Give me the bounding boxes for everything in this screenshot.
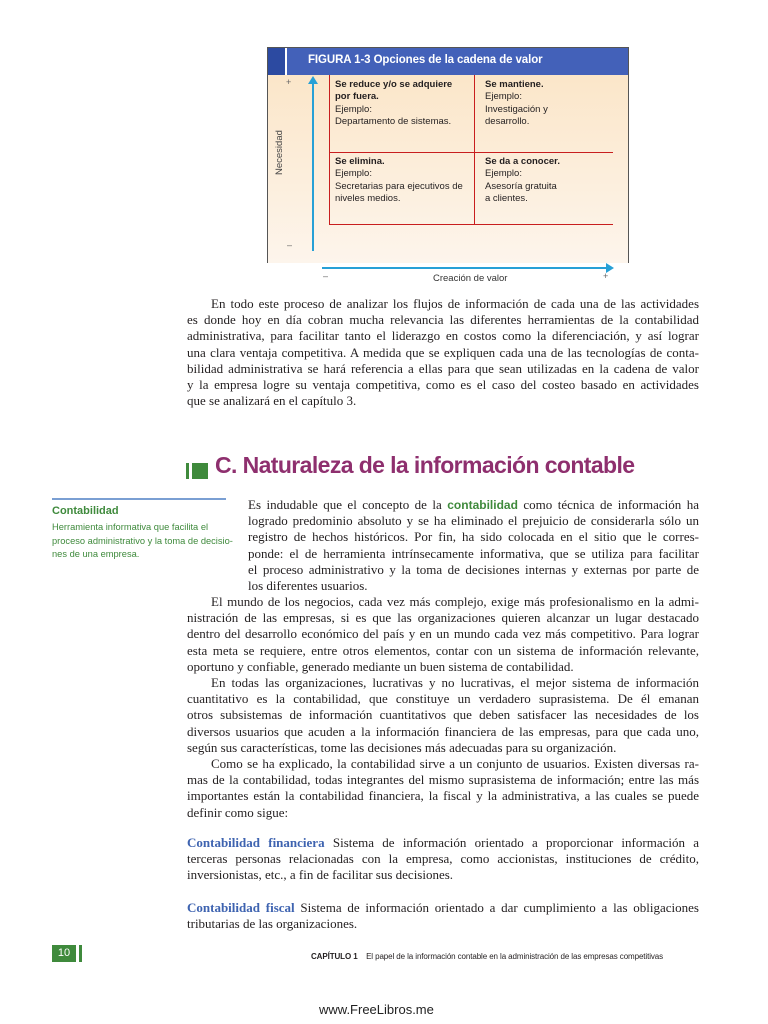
quadrant-text-line: Ejemplo:	[335, 168, 372, 180]
chapter-label: CAPÍTULO 1	[311, 952, 358, 961]
margin-note-definition	[52, 521, 233, 562]
paragraph-line: esta meta se requiere, entre otros elementos, contar con un sistema de información relevante,	[187, 642, 699, 658]
page-number: 10	[52, 945, 76, 962]
section-title: C. Naturaleza de la información contable	[215, 452, 635, 478]
x-axis-line	[322, 267, 607, 269]
paragraph-line: nistración de las empresas, si es que las organizaciones quieren alcanzar un lugar destacado	[187, 610, 699, 626]
quadrant-text-line: Ejemplo:	[335, 103, 372, 115]
paragraph-line: oportuno y confiable, generado mediante un buen sistema de contabilidad.	[187, 658, 574, 674]
definition-term: Contabilidad fiscal	[187, 900, 295, 915]
text-run: Es indudable que el concepto de la	[248, 497, 448, 512]
margin-note-rule	[52, 498, 226, 500]
paragraph-line: otros subsistemas de información cuantitativos que deben satisfacer las necesidades de los	[187, 707, 699, 723]
quadrant-text-line: a clientes.	[485, 192, 528, 204]
quadrant-text-line: Ejemplo:	[485, 168, 522, 180]
definition-financiera	[187, 835, 699, 884]
paragraph-line: que se analizará en el capítulo 3.	[187, 393, 357, 409]
text-run: Sistema de información orientado a dar cumplimiento a las obligaciones	[294, 900, 699, 915]
body-paragraph-4	[187, 756, 699, 821]
x-axis-label: Creación de valor	[433, 273, 508, 284]
quadrant-text-line: desarrollo.	[485, 115, 530, 127]
quadrant-title-line: Se reduce y/o se adquiere	[335, 79, 453, 90]
figure-title: FIGURA 1-3 Opciones de la cadena de valor	[308, 54, 543, 66]
paragraph-line: logrado predominio absoluto y se ha eliminado el prejuicio de considerarla sólo un	[248, 513, 699, 529]
paragraph-line: el proceso administrativo y la toma de decisiones internas y externas por parte de	[248, 561, 699, 577]
paragraph-line	[187, 900, 699, 916]
paragraph-line: inversionistas, etc., a fin de facilitar sus decisiones.	[187, 867, 454, 883]
y-axis-minus: –	[287, 240, 293, 250]
paragraph-line: dentro del desarrollo económico del país y en un mundo cada vez más competitivo. Para lograr	[187, 626, 699, 642]
paragraph-line	[248, 497, 699, 513]
watermark-url: www.FreeLibros.me	[319, 1002, 434, 1017]
text-run: Sistema de información orientado a proporcionar información a	[324, 835, 700, 850]
quadrant-text-line: Ejemplo:	[485, 91, 522, 103]
paragraph-line: registro de hechos históricos. Por fin, ha sido colocada en el sitio que le corres-	[248, 529, 699, 545]
margin-note-line: proceso administrativo y la toma de decisio-	[52, 535, 233, 546]
quadrant-text-line: niveles medios.	[335, 192, 401, 204]
quadrant-divider-bottom	[330, 224, 613, 225]
section-marker-square	[192, 463, 208, 479]
quadrant-text-line: Asesoría gratuita	[485, 180, 557, 192]
quadrant-divider-horizontal	[330, 152, 613, 153]
quadrant-title-line: por fuera.	[335, 91, 379, 103]
quadrant-maintain	[485, 79, 548, 128]
paragraph-line: una clara ventaja competitiva. A medida que se expliquen cada una de las tecnologías de conta-	[187, 344, 699, 360]
body-paragraph-3	[187, 675, 699, 756]
margin-note-term: Contabilidad	[52, 505, 119, 517]
y-axis-line	[312, 81, 314, 251]
quadrant-title-line: Se elimina.	[335, 156, 385, 167]
page-number-bar	[79, 945, 82, 962]
x-axis-plus: +	[603, 271, 609, 281]
figure-header	[268, 48, 628, 75]
chapter-title: El papel de la información contable en la administración de las empresas competitivas	[366, 952, 664, 961]
y-axis-plus: +	[286, 77, 292, 87]
paragraph-line: terceras personas relacionadas con la empresa, como accionistas, instituciones de crédito,	[187, 851, 699, 867]
paragraph-line: bilidad administrativa se hará referencia a ellas para que sean utilizadas en la cadena de valor	[187, 360, 699, 376]
paragraph-line: los diferentes usuarios.	[248, 578, 368, 594]
paragraph-line	[187, 835, 699, 851]
paragraph-line: ponde: el de herramienta intrínsecamente informativa, que se utiliza para facilitar	[248, 545, 699, 561]
text-run: como técnica de información ha	[517, 497, 699, 512]
figure-header-stub	[268, 48, 287, 75]
definition-fiscal	[187, 900, 699, 932]
quadrant-title-line: Se mantiene.	[485, 79, 544, 90]
paragraph-line: El mundo de los negocios, cada vez más complejo, exige más profesionalismo en la admi-	[211, 594, 699, 609]
quadrant-promote	[485, 156, 560, 205]
running-footer	[311, 952, 663, 961]
paragraph-line: mas de la contabilidad, todas integrantes del mismo suprasistema de información; entre las más	[187, 772, 699, 788]
quadrant-reduce	[335, 79, 452, 128]
section-marker-bar	[186, 463, 189, 479]
quadrant-grid	[329, 75, 613, 225]
quadrant-divider-vertical	[474, 75, 475, 225]
quadrant-eliminate	[335, 156, 463, 205]
paragraph-line: cuantitativo es la contabilidad, que constituye un verdadero suprasistema. De él emanan	[187, 691, 699, 707]
paragraph-line: administrativa, para facilitar tanto el liderazgo en costos como la diferenciación, y así lograr	[187, 328, 699, 344]
paragraph-line: importantes están la contabilidad financiera, la fiscal y la administrativa, a las cuales se puede	[187, 788, 699, 804]
paragraph-line: según sus características, tome las decisiones más adecuadas para su organización.	[187, 739, 617, 755]
margin-note-line: Herramienta informativa que facilita el	[52, 522, 209, 532]
paragraph-line: En todas las organizaciones, lucrativas y no lucrativas, el mejor sistema de información	[211, 675, 699, 690]
definition-term: Contabilidad financiera	[187, 835, 325, 850]
contabilidad-term: contabilidad	[447, 498, 518, 512]
body-paragraph-1	[248, 497, 699, 594]
paragraph-line: y la empresa logre su ventaja competitiva, como es el caso del costeo basado en actividades	[187, 377, 699, 393]
body-paragraph-2	[187, 594, 699, 675]
value-chain-figure	[267, 47, 629, 284]
paragraph-line: tributarias de las organizaciones.	[187, 916, 358, 932]
quadrant-title-line: Se da a conocer.	[485, 156, 560, 167]
intro-paragraph	[187, 296, 699, 409]
quadrant-text-line: Secretarias para ejecutivos de	[335, 180, 463, 192]
y-axis-label: Necesidad	[274, 130, 285, 175]
x-axis-minus: –	[323, 271, 329, 281]
paragraph-line: Como se ha explicado, la contabilidad sirve a un conjunto de usuarios. Existen diversas ra-	[211, 756, 699, 771]
margin-note-line: nes de una empresa.	[52, 549, 140, 560]
paragraph-line: definir como sigue:	[187, 804, 289, 820]
quadrant-text-line: Departamento de sistemas.	[335, 115, 452, 127]
paragraph-line: es donde hoy en día cobran mucha relevancia las diferentes herramientas de la contabilidad	[187, 312, 699, 328]
paragraph-line: En todo este proceso de analizar los flujos de información de cada una de las actividades	[211, 296, 699, 311]
paragraph-line: diversos usuarios que acuden a la información financiera de las empresas, para que cada uno,	[187, 723, 699, 739]
quadrant-text-line: Investigación y	[485, 103, 548, 115]
